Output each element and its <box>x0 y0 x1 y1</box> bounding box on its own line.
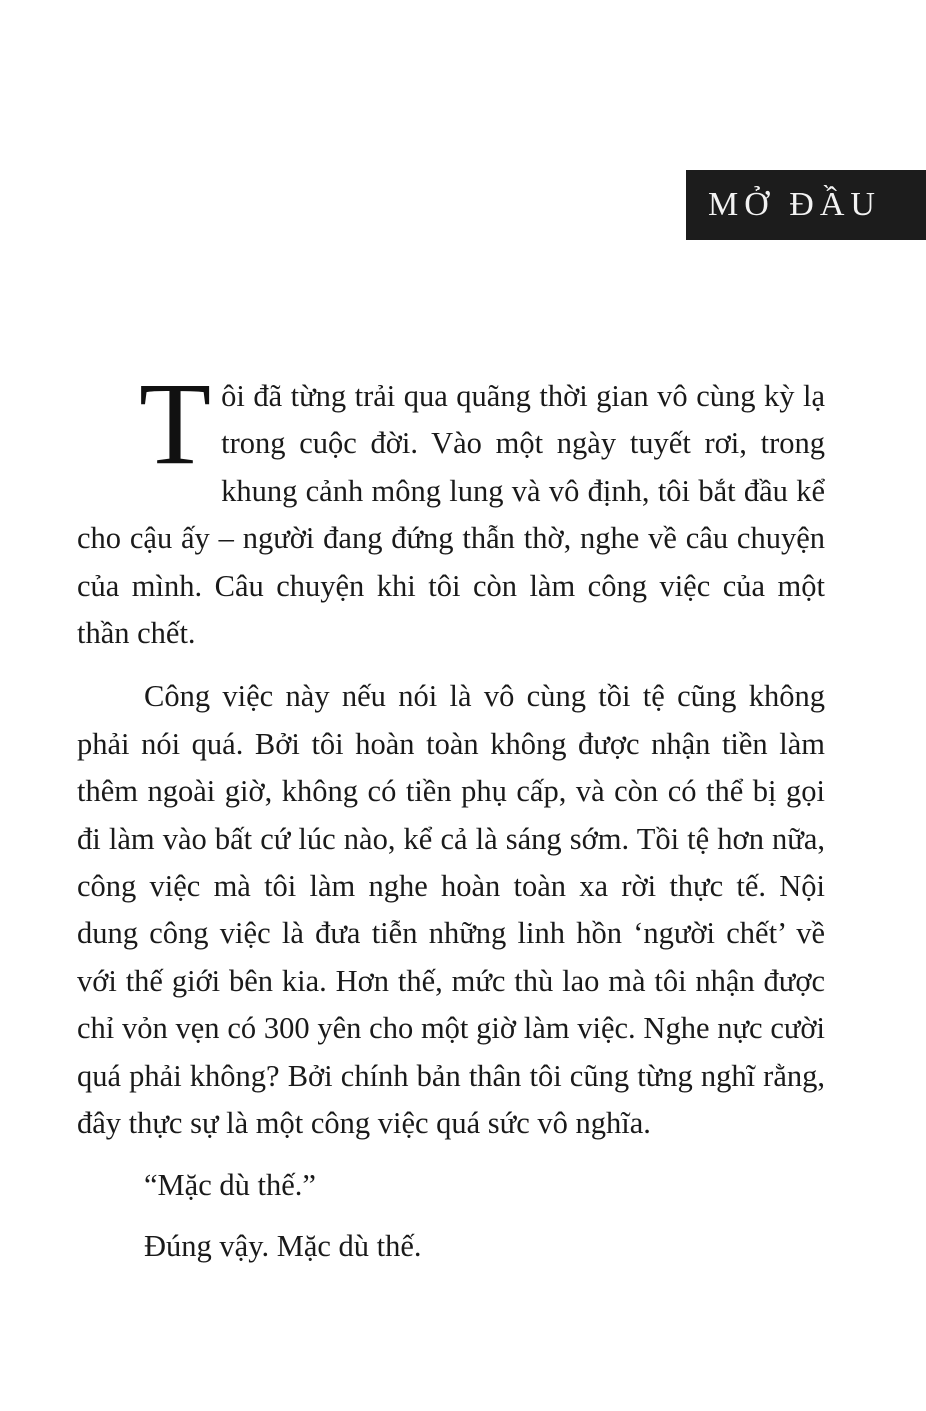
paragraph-4: Đúng vậy. Mặc dù thế. <box>144 1228 422 1263</box>
paragraph-1 <box>77 358 825 657</box>
paragraph-1-text: ôi đã từng trải qua quãng thời gian vô cùng kỳ lạ trong cuộc đời. Vào một ngày tuyết rơi, trong khung cảnh mông lung và vô định, tôi bắt đầu kể cho cậu ấy – người đang đứng thẫn thờ, nghe về câu chuyện của mình. Câu chuyện khi tôi còn làm công việc của một thần chết. <box>77 379 825 651</box>
paragraph-3: “Mặc dù thế.” <box>144 1167 316 1202</box>
chapter-title: MỞ ĐẦU <box>708 186 881 223</box>
body-text <box>77 358 825 1270</box>
paragraph-2: Công việc này nếu nói là vô cùng tồi tệ cũng không phải nói quá. Bởi tôi hoàn toàn không được nhận tiền làm thêm ngoài giờ, không có tiền phụ cấp, và còn có thể bị gọi đi làm vào bất cứ lúc nào, kể cả là sáng sớm. Tồi tệ hơn nữa, công việc mà tôi làm nghe hoàn toàn xa rời thực tế. Nội dung công việc là đưa tiễn những linh hồn ‘người chết’ về với thế giới bên kia. Hơn thế, mức thù lao mà tôi nhận được chỉ vỏn vẹn có 300 yên cho một giờ làm việc. Nghe nực cười quá phải không? Bởi chính bản thân tôi cũng từng nghĩ rằng, đây thực sự là một công việc quá sức vô nghĩa. <box>77 679 825 1141</box>
drop-cap: T <box>139 358 212 489</box>
chapter-banner <box>686 170 926 240</box>
